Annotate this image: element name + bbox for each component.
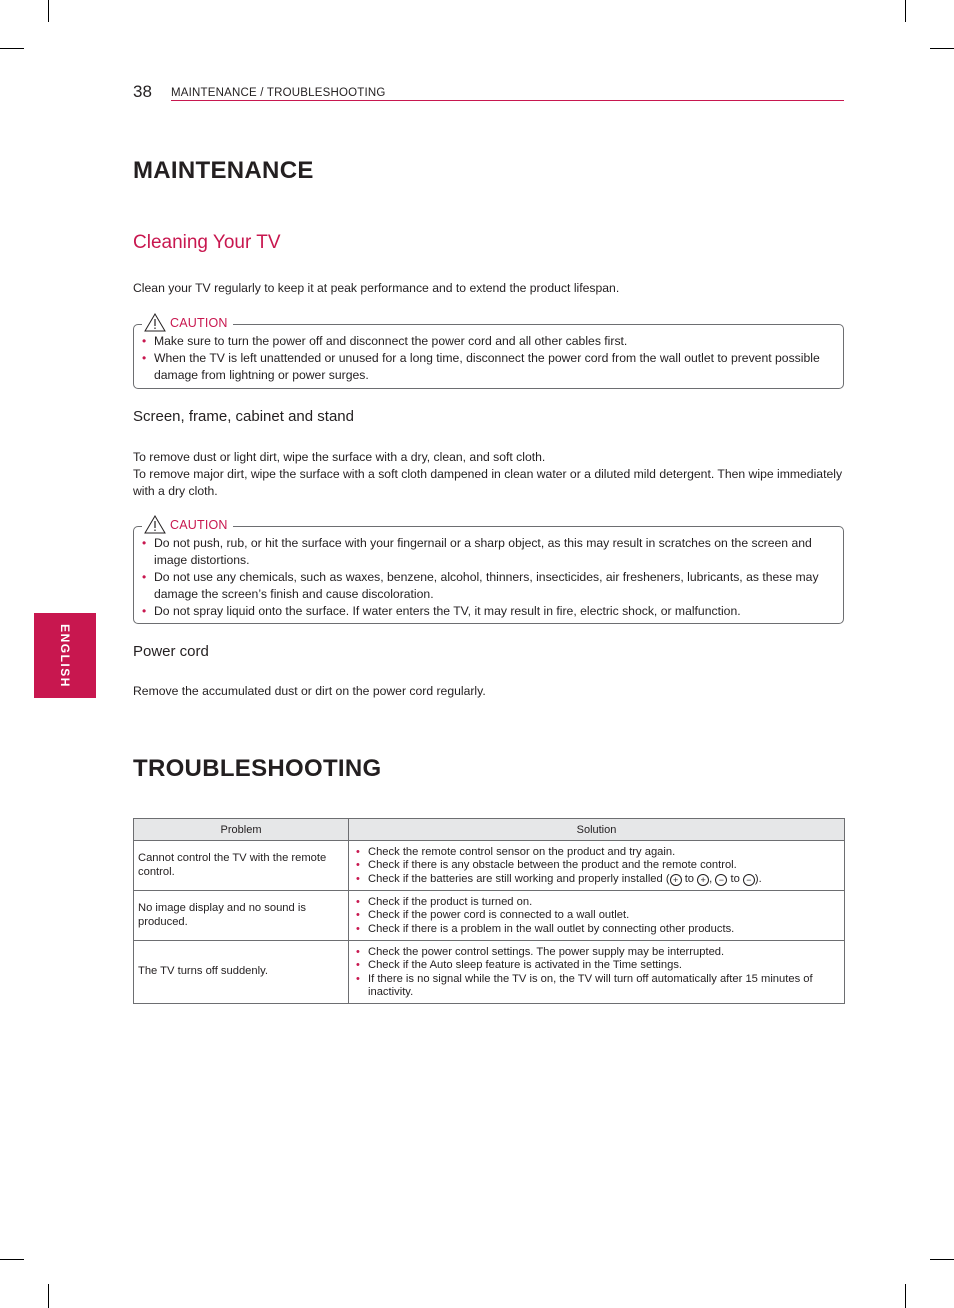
bullet: • xyxy=(356,859,360,872)
plus-icon: + xyxy=(670,874,682,886)
caution-item xyxy=(140,603,833,620)
crop-mark xyxy=(905,0,906,22)
crop-mark xyxy=(0,1259,24,1260)
battery-text-to: to xyxy=(727,872,743,885)
caution-item-text: Do not use any chemicals, such as waxes, benzene, alcohol, thinners, insecticides, air fresheners, lubricants, as these may damage the screen’s finish and cause discoloration. xyxy=(154,570,819,601)
troubleshooting-title: TROUBLESHOOTING xyxy=(133,755,382,782)
solution-item-text: Check the power control settings. The power supply may be interrupted. xyxy=(368,946,725,958)
power-cord-text: Remove the accumulated dust or dirt on the power cord regularly. xyxy=(133,684,486,698)
running-header: MAINTENANCE / TROUBLESHOOTING xyxy=(171,87,386,99)
caution-item-text: Do not push, rub, or hit the surface with your fingernail or a sharp object, as this may result in scratches on the screen and image distortions. xyxy=(154,536,812,567)
minus-icon: − xyxy=(715,874,727,886)
solution-list xyxy=(355,946,834,999)
caution-item xyxy=(140,350,833,384)
solution-list xyxy=(355,846,834,886)
warning-icon xyxy=(144,515,166,534)
solution-item-text: Check if there is any obstacle between the product and the remote control. xyxy=(368,859,737,872)
crop-mark xyxy=(930,1259,954,1260)
solution-item xyxy=(355,909,834,922)
battery-text-suffix: ). xyxy=(754,872,762,885)
caution-item-text: Do not spray liquid onto the surface. If water enters the TV, it may result in fire, electric shock, or malfunction. xyxy=(154,604,741,618)
crop-mark xyxy=(0,48,24,49)
table-row xyxy=(134,891,845,941)
maintenance-title: MAINTENANCE xyxy=(133,157,314,184)
caution-header xyxy=(142,313,233,332)
problem-cell: Cannot control the TV with the remote control. xyxy=(134,841,349,891)
solution-cell xyxy=(349,941,845,1004)
caution-item xyxy=(140,535,833,569)
bullet: • xyxy=(356,846,360,859)
bullet: • xyxy=(356,972,360,985)
screen-text-line2: To remove major dirt, wipe the surface with a soft cloth dampened in clean water or a diluted mild detergent. Then wipe immediately with a dry cloth. xyxy=(133,467,843,498)
caution-header xyxy=(142,515,233,534)
caution-label: CAUTION xyxy=(170,315,228,330)
bullet: • xyxy=(142,351,147,365)
table-row xyxy=(134,941,845,1004)
bullet: • xyxy=(142,570,147,584)
minus-icon: − xyxy=(743,874,755,886)
crop-mark xyxy=(905,1284,906,1308)
solution-item-text: If there is no signal while the TV is on, the TV will turn off automatically after 15 minutes of inactivity. xyxy=(368,972,813,998)
solution-item-text: Check if there is a problem in the wall outlet by connecting other products. xyxy=(368,922,735,935)
solution-item xyxy=(355,896,834,909)
column-header-solution: Solution xyxy=(349,819,845,841)
solution-list xyxy=(355,896,834,936)
solution-cell xyxy=(349,841,845,891)
caution-box xyxy=(133,517,844,624)
screen-text-line1: To remove dust or light dirt, wipe the surface with a dry, clean, and soft cloth. xyxy=(133,450,546,464)
bullet: • xyxy=(356,896,360,909)
column-header-problem: Problem xyxy=(134,819,349,841)
caution-box xyxy=(133,315,844,389)
caution-item xyxy=(140,333,833,350)
cleaning-subtitle: Cleaning Your TV xyxy=(133,232,281,253)
problem-cell: No image display and no sound is produced. xyxy=(134,891,349,941)
caution-label: CAUTION xyxy=(170,517,228,532)
troubleshooting-table xyxy=(133,818,845,1004)
caution-list xyxy=(134,325,843,388)
language-tab xyxy=(34,613,96,698)
cleaning-intro: Clean your TV regularly to keep it at peak performance and to extend the product lifespan. xyxy=(133,281,620,295)
power-cord-heading: Power cord xyxy=(133,643,209,660)
crop-mark xyxy=(48,0,49,22)
solution-item xyxy=(355,923,834,936)
bullet: • xyxy=(356,959,360,972)
table-row xyxy=(134,841,845,891)
page-number: 38 xyxy=(133,82,152,101)
language-tab-label: ENGLISH xyxy=(58,623,72,688)
screen-heading: Screen, frame, cabinet and stand xyxy=(133,408,354,425)
solution-item xyxy=(355,846,834,859)
crop-mark xyxy=(930,48,954,49)
plus-icon: + xyxy=(697,874,709,886)
problem-cell: The TV turns off suddenly. xyxy=(134,941,349,1004)
solution-item-text: Check the remote control sensor on the product and try again. xyxy=(368,846,676,859)
solution-item xyxy=(355,873,834,886)
battery-text-prefix: Check if the batteries are still working and properly installed ( xyxy=(368,872,670,885)
solution-item-text: Check if the product is turned on. xyxy=(368,896,533,909)
solution-item-text: Check if the Auto sleep feature is activated in the Time settings. xyxy=(368,959,683,972)
bullet: • xyxy=(356,909,360,922)
solution-item xyxy=(355,959,834,972)
bullet: • xyxy=(356,922,360,935)
caution-list xyxy=(134,527,843,624)
battery-text-to: to xyxy=(681,872,698,885)
solution-item-text: Check if the power cord is connected to a wall outlet. xyxy=(368,909,630,922)
battery-text-comma: , xyxy=(709,872,716,885)
header-rule xyxy=(171,100,844,101)
crop-mark xyxy=(48,1284,49,1308)
caution-item-text: Make sure to turn the power off and disconnect the power cord and all other cables first. xyxy=(154,334,628,348)
solution-cell xyxy=(349,891,845,941)
bullet: • xyxy=(142,536,147,550)
solution-item xyxy=(355,973,834,1000)
solution-item xyxy=(355,859,834,872)
warning-icon xyxy=(144,313,166,332)
bullet: • xyxy=(142,604,147,618)
caution-item-text: When the TV is left unattended or unused for a long time, disconnect the power cord from the wall outlet to prevent possible damage from lightning or power surges. xyxy=(154,351,820,382)
caution-item xyxy=(140,569,833,603)
table-header-row xyxy=(134,819,845,841)
bullet: • xyxy=(356,872,360,885)
screen-text xyxy=(133,449,845,500)
bullet: • xyxy=(356,946,360,958)
bullet: • xyxy=(142,334,147,348)
solution-item xyxy=(355,946,834,959)
